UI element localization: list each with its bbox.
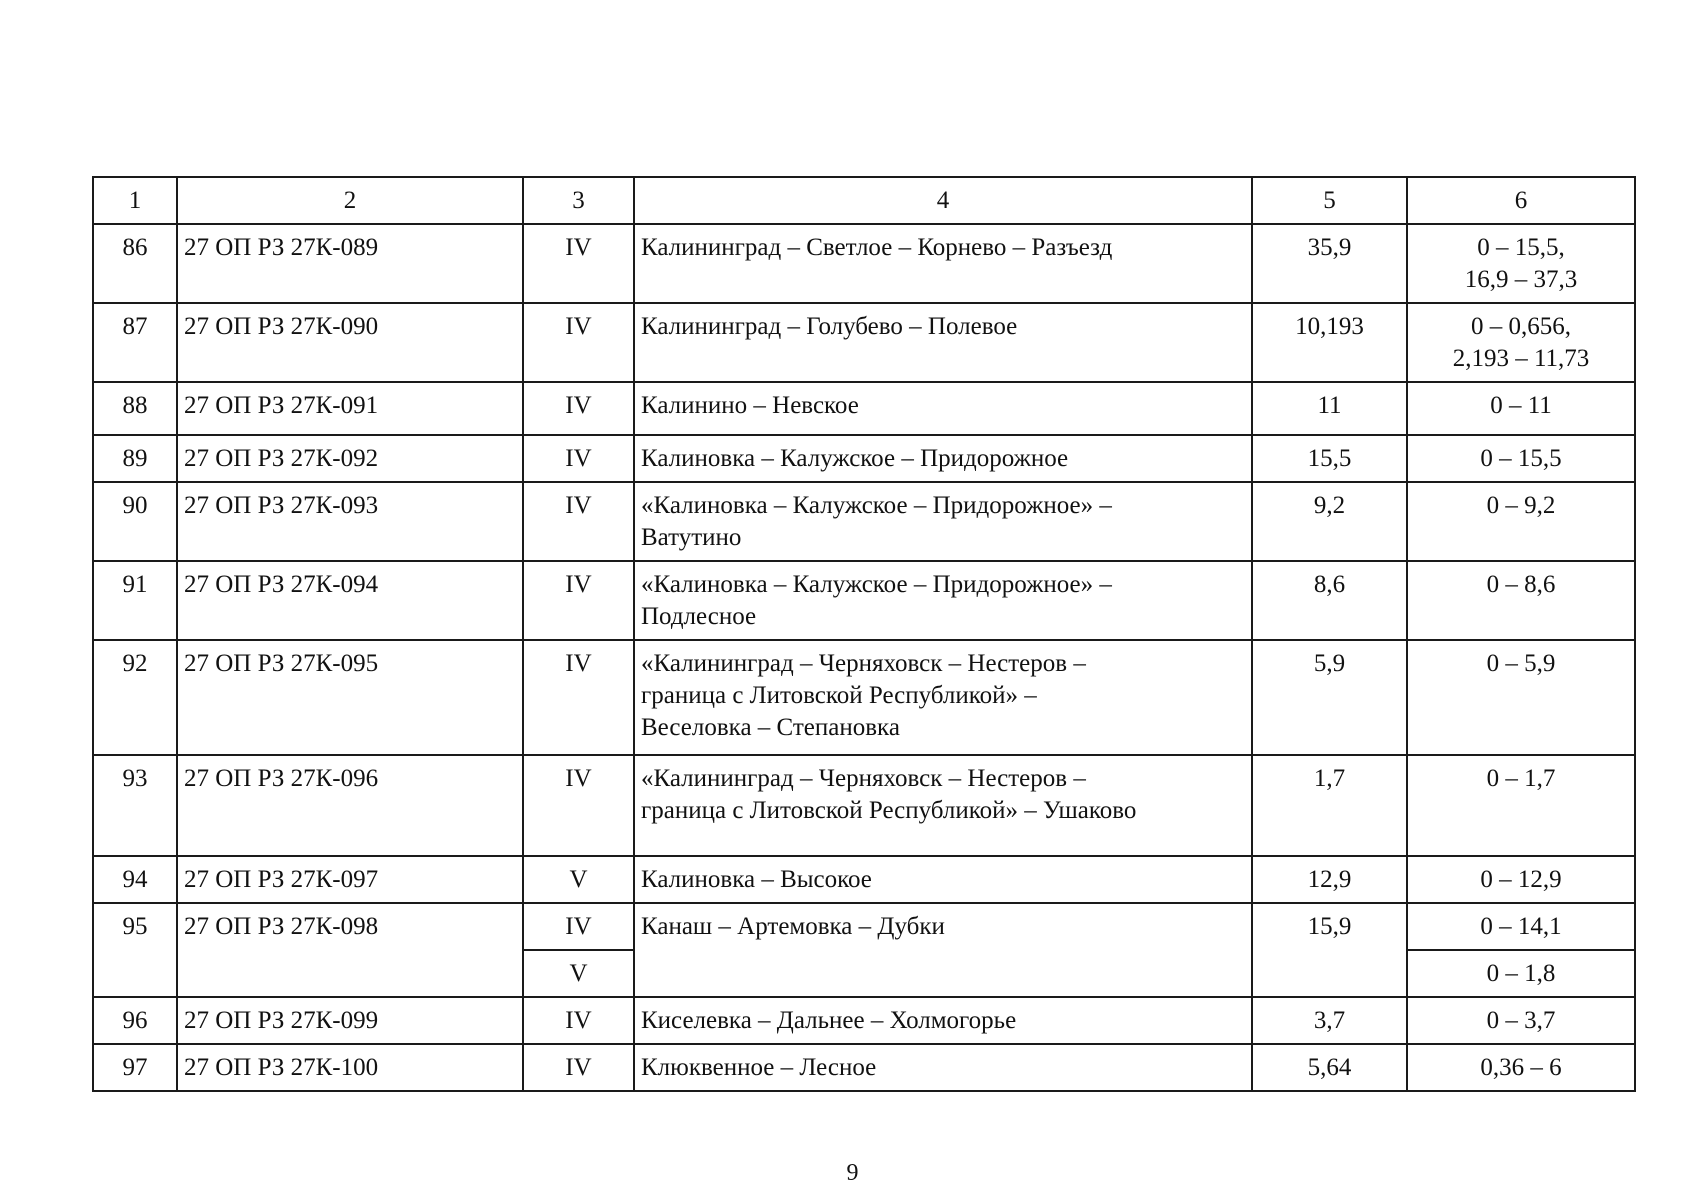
road-category: IV xyxy=(523,224,634,303)
cell-line: Ватутино xyxy=(641,524,742,551)
road-name xyxy=(634,482,1252,561)
cell-line: 16,9 – 37,3 xyxy=(1464,266,1578,293)
row-number: 87 xyxy=(93,303,177,382)
road-name xyxy=(634,561,1252,640)
road-range xyxy=(1407,856,1635,903)
road-range xyxy=(1407,382,1635,435)
road-length: 15,9 xyxy=(1252,903,1407,997)
row-number: 89 xyxy=(93,435,177,482)
road-category: IV xyxy=(523,755,634,856)
cell-line: Клюквенное – Лесное xyxy=(641,1054,877,1081)
header-col-2: 2 xyxy=(177,177,523,224)
road-length: 9,2 xyxy=(1252,482,1407,561)
row-number: 86 xyxy=(93,224,177,303)
road-range xyxy=(1407,303,1635,382)
cell-line: Канаш – Артемовка – Дубки xyxy=(641,913,945,940)
road-length: 5,9 xyxy=(1252,640,1407,755)
road-name xyxy=(634,303,1252,382)
road-range xyxy=(1407,640,1635,755)
header-col-3: 3 xyxy=(523,177,634,224)
row-number: 95 xyxy=(93,903,177,997)
cell-line: «Калиновка – Калужское – Придорожное» – xyxy=(641,571,1112,598)
road-code: 27 ОП РЗ 27К-095 xyxy=(177,640,523,755)
road-range xyxy=(1407,950,1635,997)
cell-line: 0 – 1,7 xyxy=(1486,765,1556,792)
road-category: IV xyxy=(523,561,634,640)
road-length: 11 xyxy=(1252,382,1407,435)
table-row xyxy=(93,303,1635,382)
road-name xyxy=(634,1044,1252,1091)
road-length: 1,7 xyxy=(1252,755,1407,856)
cell-line: Киселевка – Дальнее – Холмогорье xyxy=(641,1007,1017,1034)
road-category: V xyxy=(523,950,634,997)
road-name xyxy=(634,224,1252,303)
road-code: 27 ОП РЗ 27К-092 xyxy=(177,435,523,482)
cell-line: 0 – 8,6 xyxy=(1486,571,1556,598)
row-number: 93 xyxy=(93,755,177,856)
table-row xyxy=(93,755,1635,856)
cell-line: «Калининград – Черняховск – Нестеров – xyxy=(641,765,1086,792)
row-number: 94 xyxy=(93,856,177,903)
road-length: 12,9 xyxy=(1252,856,1407,903)
road-range xyxy=(1407,997,1635,1044)
table-row xyxy=(93,1044,1635,1091)
cell-line: Подлесное xyxy=(641,603,757,630)
table-header-row xyxy=(93,177,1635,224)
cell-line: 0 – 3,7 xyxy=(1486,1007,1556,1034)
table-row xyxy=(93,997,1635,1044)
road-code: 27 ОП РЗ 27К-096 xyxy=(177,755,523,856)
road-range xyxy=(1407,435,1635,482)
roads-table-body xyxy=(93,177,1635,1091)
road-range xyxy=(1407,224,1635,303)
row-number: 91 xyxy=(93,561,177,640)
road-code: 27 ОП РЗ 27К-091 xyxy=(177,382,523,435)
cell-line: 0 – 1,8 xyxy=(1486,960,1556,987)
table-row xyxy=(93,482,1635,561)
road-code: 27 ОП РЗ 27К-089 xyxy=(177,224,523,303)
cell-line: граница с Литовской Республикой» – xyxy=(641,682,1037,709)
road-category: IV xyxy=(523,382,634,435)
road-name xyxy=(634,640,1252,755)
cell-line: Калинино – Невское xyxy=(641,392,859,419)
road-length: 10,193 xyxy=(1252,303,1407,382)
table-row xyxy=(93,561,1635,640)
road-category: IV xyxy=(523,903,634,950)
cell-line: 0 – 5,9 xyxy=(1486,650,1556,677)
road-name xyxy=(634,382,1252,435)
header-col-4: 4 xyxy=(634,177,1252,224)
road-code: 27 ОП РЗ 27К-094 xyxy=(177,561,523,640)
cell-line: «Калиновка – Калужское – Придорожное» – xyxy=(641,492,1112,519)
table-row xyxy=(93,856,1635,903)
road-category: IV xyxy=(523,997,634,1044)
road-category: IV xyxy=(523,435,634,482)
row-number: 96 xyxy=(93,997,177,1044)
cell-line: 0 – 15,5 xyxy=(1480,445,1562,472)
roads-table xyxy=(92,176,1636,1092)
table-row xyxy=(93,435,1635,482)
road-length: 35,9 xyxy=(1252,224,1407,303)
cell-line: 0 – 9,2 xyxy=(1486,492,1556,519)
cell-line: Калининград – Светлое – Корнево – Разъезд xyxy=(641,234,1113,261)
row-number: 97 xyxy=(93,1044,177,1091)
road-length: 5,64 xyxy=(1252,1044,1407,1091)
road-name xyxy=(634,755,1252,856)
road-name xyxy=(634,997,1252,1044)
road-category: V xyxy=(523,856,634,903)
page-number: 9 xyxy=(846,1160,859,1186)
cell-line: 2,193 – 11,73 xyxy=(1452,345,1590,372)
road-name xyxy=(634,435,1252,482)
table-row xyxy=(93,224,1635,303)
cell-line: 0,36 – 6 xyxy=(1480,1054,1562,1081)
road-name xyxy=(634,903,1252,997)
road-range xyxy=(1407,755,1635,856)
road-range xyxy=(1407,1044,1635,1091)
cell-line: Калиновка – Калужское – Придорожное xyxy=(641,445,1069,472)
road-length: 8,6 xyxy=(1252,561,1407,640)
cell-line: 0 – 0,656, xyxy=(1471,313,1571,340)
road-length: 3,7 xyxy=(1252,997,1407,1044)
header-col-6: 6 xyxy=(1407,177,1635,224)
road-range xyxy=(1407,561,1635,640)
road-category: IV xyxy=(523,482,634,561)
cell-line: «Калининград – Черняховск – Нестеров – xyxy=(641,650,1086,677)
header-col-1: 1 xyxy=(93,177,177,224)
road-code: 27 ОП РЗ 27К-100 xyxy=(177,1044,523,1091)
road-category: IV xyxy=(523,1044,634,1091)
cell-line: 0 – 14,1 xyxy=(1480,913,1562,940)
table-row xyxy=(93,903,1635,950)
road-range xyxy=(1407,903,1635,950)
header-col-5: 5 xyxy=(1252,177,1407,224)
cell-line: Калининград – Голубево – Полевое xyxy=(641,313,1018,340)
road-category: IV xyxy=(523,303,634,382)
cell-line: граница с Литовской Республикой» – Ушаково xyxy=(641,797,1137,824)
road-code: 27 ОП РЗ 27К-098 xyxy=(177,903,523,997)
cell-line: 0 – 12,9 xyxy=(1480,866,1562,893)
cell-line: 0 – 11 xyxy=(1490,392,1552,419)
cell-line: Калиновка – Высокое xyxy=(641,866,872,893)
road-length: 15,5 xyxy=(1252,435,1407,482)
road-category: IV xyxy=(523,640,634,755)
cell-line: Веселовка – Степановка xyxy=(641,714,900,741)
row-number: 90 xyxy=(93,482,177,561)
row-number: 88 xyxy=(93,382,177,435)
table-row xyxy=(93,640,1635,755)
road-code: 27 ОП РЗ 27К-090 xyxy=(177,303,523,382)
table-row xyxy=(93,382,1635,435)
road-code: 27 ОП РЗ 27К-099 xyxy=(177,997,523,1044)
road-code: 27 ОП РЗ 27К-097 xyxy=(177,856,523,903)
road-name xyxy=(634,856,1252,903)
cell-line: 0 – 15,5, xyxy=(1477,234,1565,261)
row-number: 92 xyxy=(93,640,177,755)
road-code: 27 ОП РЗ 27К-093 xyxy=(177,482,523,561)
road-range xyxy=(1407,482,1635,561)
